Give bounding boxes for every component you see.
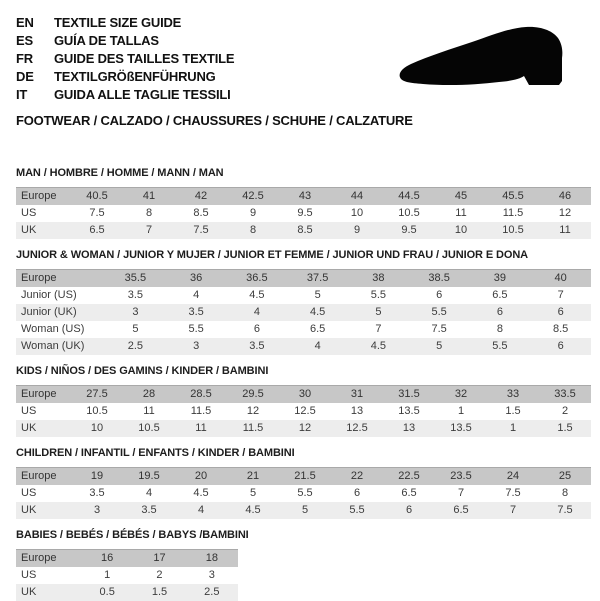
size-value-cell: 10 bbox=[331, 205, 383, 222]
size-value-cell: 17 bbox=[133, 550, 185, 568]
size-value-cell: 28 bbox=[123, 386, 175, 404]
section-children bbox=[16, 447, 591, 519]
size-value-cell: 8 bbox=[123, 205, 175, 222]
size-value-cell: 7 bbox=[530, 287, 591, 304]
size-value-cell: 38 bbox=[348, 270, 409, 288]
section-junior-woman bbox=[16, 249, 591, 355]
size-value-cell: 27.5 bbox=[71, 386, 123, 404]
row-label: US bbox=[16, 403, 71, 420]
language-code: IT bbox=[16, 87, 28, 102]
size-value-cell: 8 bbox=[227, 222, 279, 239]
size-table-kids bbox=[16, 385, 591, 437]
size-value-cell: 8.5 bbox=[175, 205, 227, 222]
size-value-cell: 3 bbox=[71, 502, 123, 519]
size-value-cell: 24 bbox=[487, 468, 539, 486]
section-title: KIDS / NIÑOS / DES GAMINS / KINDER / BAMBINI bbox=[16, 365, 269, 377]
size-value-cell: 46 bbox=[539, 188, 591, 206]
size-value-cell: 9 bbox=[331, 222, 383, 239]
row-label: Europe bbox=[16, 550, 81, 568]
table-row bbox=[16, 502, 591, 519]
size-value-cell: 20 bbox=[175, 468, 227, 486]
size-value-cell: 8.5 bbox=[530, 321, 591, 338]
row-label: UK bbox=[16, 584, 81, 601]
size-value-cell: 11 bbox=[435, 205, 487, 222]
size-value-cell: 13.5 bbox=[383, 403, 435, 420]
size-value-cell: 31.5 bbox=[383, 386, 435, 404]
table-header-row bbox=[16, 270, 591, 288]
language-code: ES bbox=[16, 33, 33, 48]
size-value-cell: 5 bbox=[279, 502, 331, 519]
size-value-cell: 30 bbox=[279, 386, 331, 404]
table-row bbox=[16, 485, 591, 502]
row-label: Woman (US) bbox=[16, 321, 105, 338]
size-value-cell: 11.5 bbox=[175, 403, 227, 420]
size-value-cell: 5 bbox=[287, 287, 348, 304]
size-value-cell: 7.5 bbox=[175, 222, 227, 239]
language-code: EN bbox=[16, 15, 34, 30]
row-label: Europe bbox=[16, 468, 71, 486]
language-code: DE bbox=[16, 69, 34, 84]
table-row bbox=[16, 205, 591, 222]
size-value-cell: 28.5 bbox=[175, 386, 227, 404]
size-value-cell: 6 bbox=[530, 338, 591, 355]
section-man bbox=[16, 167, 591, 239]
size-value-cell: 3 bbox=[166, 338, 227, 355]
size-value-cell: 11 bbox=[123, 403, 175, 420]
size-value-cell: 36 bbox=[166, 270, 227, 288]
size-value-cell: 1.5 bbox=[487, 403, 539, 420]
size-value-cell: 4.5 bbox=[175, 485, 227, 502]
size-value-cell: 41 bbox=[123, 188, 175, 206]
size-value-cell: 31 bbox=[331, 386, 383, 404]
size-value-cell: 6.5 bbox=[287, 321, 348, 338]
table-row bbox=[16, 287, 591, 304]
size-value-cell: 9.5 bbox=[383, 222, 435, 239]
size-value-cell: 29.5 bbox=[227, 386, 279, 404]
row-label: Junior (US) bbox=[16, 287, 105, 304]
size-value-cell: 9.5 bbox=[279, 205, 331, 222]
size-value-cell: 7 bbox=[348, 321, 409, 338]
size-value-cell: 6 bbox=[331, 485, 383, 502]
size-value-cell: 33.5 bbox=[539, 386, 591, 404]
size-value-cell: 33 bbox=[487, 386, 539, 404]
size-value-cell: 7.5 bbox=[487, 485, 539, 502]
size-value-cell: 6 bbox=[470, 304, 531, 321]
size-value-cell: 2 bbox=[133, 567, 185, 584]
size-value-cell: 42 bbox=[175, 188, 227, 206]
size-value-cell: 10 bbox=[435, 222, 487, 239]
row-label: Europe bbox=[16, 270, 105, 288]
size-value-cell: 39 bbox=[470, 270, 531, 288]
size-value-cell: 42.5 bbox=[227, 188, 279, 206]
table-header-row bbox=[16, 468, 591, 486]
row-label: UK bbox=[16, 502, 71, 519]
size-value-cell: 10.5 bbox=[71, 403, 123, 420]
table-row bbox=[16, 403, 591, 420]
row-label: UK bbox=[16, 222, 71, 239]
row-label: Europe bbox=[16, 188, 71, 206]
table-row bbox=[16, 567, 238, 584]
size-value-cell: 4.5 bbox=[348, 338, 409, 355]
size-value-cell: 6 bbox=[409, 287, 470, 304]
size-value-cell: 32 bbox=[435, 386, 487, 404]
size-value-cell: 10.5 bbox=[123, 420, 175, 437]
size-value-cell: 1 bbox=[81, 567, 133, 584]
size-value-cell: 38.5 bbox=[409, 270, 470, 288]
size-value-cell: 5 bbox=[105, 321, 166, 338]
table-header-row bbox=[16, 386, 591, 404]
size-value-cell: 5 bbox=[227, 485, 279, 502]
table-header-row bbox=[16, 188, 591, 206]
size-value-cell: 12 bbox=[279, 420, 331, 437]
size-value-cell: 7.5 bbox=[71, 205, 123, 222]
size-value-cell: 1 bbox=[435, 403, 487, 420]
size-value-cell: 25 bbox=[539, 468, 591, 486]
size-value-cell: 4 bbox=[166, 287, 227, 304]
size-value-cell: 40.5 bbox=[71, 188, 123, 206]
size-table-junior-woman bbox=[16, 269, 591, 355]
size-value-cell: 18 bbox=[186, 550, 238, 568]
size-value-cell: 10 bbox=[71, 420, 123, 437]
size-value-cell: 1 bbox=[487, 420, 539, 437]
size-value-cell: 40 bbox=[530, 270, 591, 288]
size-value-cell: 7 bbox=[123, 222, 175, 239]
size-value-cell: 3.5 bbox=[227, 338, 288, 355]
size-value-cell: 12.5 bbox=[279, 403, 331, 420]
row-label: Junior (UK) bbox=[16, 304, 105, 321]
size-table-man bbox=[16, 187, 591, 239]
size-value-cell: 7.5 bbox=[409, 321, 470, 338]
size-value-cell: 6 bbox=[383, 502, 435, 519]
size-value-cell: 2 bbox=[539, 403, 591, 420]
size-value-cell: 45.5 bbox=[487, 188, 539, 206]
size-value-cell: 8 bbox=[539, 485, 591, 502]
language-code: FR bbox=[16, 51, 33, 66]
size-value-cell: 35.5 bbox=[105, 270, 166, 288]
category-heading: FOOTWEAR / CALZADO / CHAUSSURES / SCHUHE / CALZATURE bbox=[16, 113, 413, 128]
size-value-cell: 4 bbox=[287, 338, 348, 355]
size-value-cell: 5.5 bbox=[279, 485, 331, 502]
size-value-cell: 8 bbox=[470, 321, 531, 338]
size-value-cell: 7.5 bbox=[539, 502, 591, 519]
size-value-cell: 1.5 bbox=[133, 584, 185, 601]
size-value-cell: 2.5 bbox=[105, 338, 166, 355]
size-value-cell: 7 bbox=[487, 502, 539, 519]
size-value-cell: 44.5 bbox=[383, 188, 435, 206]
size-value-cell: 22 bbox=[331, 468, 383, 486]
size-value-cell: 10.5 bbox=[383, 205, 435, 222]
size-value-cell: 3 bbox=[105, 304, 166, 321]
size-value-cell: 5.5 bbox=[166, 321, 227, 338]
table-header-row bbox=[16, 550, 238, 568]
row-label: US bbox=[16, 205, 71, 222]
size-value-cell: 36.5 bbox=[227, 270, 288, 288]
section-title: JUNIOR & WOMAN / JUNIOR Y MUJER / JUNIOR ET FEMME / JUNIOR UND FRAU / JUNIOR E DONA bbox=[16, 249, 529, 261]
size-table-babies bbox=[16, 549, 238, 601]
size-value-cell: 9 bbox=[227, 205, 279, 222]
guide-title-fr: GUIDE DES TAILLES TEXTILE bbox=[54, 51, 235, 66]
size-value-cell: 7 bbox=[435, 485, 487, 502]
table-row bbox=[16, 584, 238, 601]
size-value-cell: 4.5 bbox=[227, 287, 288, 304]
size-value-cell: 3.5 bbox=[166, 304, 227, 321]
size-value-cell: 5 bbox=[348, 304, 409, 321]
section-title: BABIES / BEBÉS / BÉBÉS / BABYS /BAMBINI bbox=[16, 529, 249, 541]
table-row bbox=[16, 222, 591, 239]
table-row bbox=[16, 304, 591, 321]
size-value-cell: 1.5 bbox=[539, 420, 591, 437]
size-value-cell: 6.5 bbox=[71, 222, 123, 239]
size-value-cell: 21.5 bbox=[279, 468, 331, 486]
size-value-cell: 13 bbox=[383, 420, 435, 437]
row-label: US bbox=[16, 567, 81, 584]
size-value-cell: 45 bbox=[435, 188, 487, 206]
size-value-cell: 6.5 bbox=[383, 485, 435, 502]
size-value-cell: 4.5 bbox=[227, 502, 279, 519]
size-value-cell: 6 bbox=[530, 304, 591, 321]
size-value-cell: 11 bbox=[175, 420, 227, 437]
size-value-cell: 2.5 bbox=[186, 584, 238, 601]
size-value-cell: 5.5 bbox=[409, 304, 470, 321]
size-value-cell: 3.5 bbox=[123, 502, 175, 519]
section-title: CHILDREN / INFANTIL / ENFANTS / KINDER / BAMBINI bbox=[16, 447, 295, 459]
size-value-cell: 19.5 bbox=[123, 468, 175, 486]
size-value-cell: 5.5 bbox=[331, 502, 383, 519]
size-value-cell: 12 bbox=[227, 403, 279, 420]
size-value-cell: 6 bbox=[227, 321, 288, 338]
size-value-cell: 23.5 bbox=[435, 468, 487, 486]
size-value-cell: 4 bbox=[227, 304, 288, 321]
guide-title-it: GUIDA ALLE TAGLIE TESSILI bbox=[54, 87, 231, 102]
size-value-cell: 6.5 bbox=[435, 502, 487, 519]
section-title: MAN / HOMBRE / HOMME / MANN / MAN bbox=[16, 167, 224, 179]
size-value-cell: 12.5 bbox=[331, 420, 383, 437]
size-value-cell: 3.5 bbox=[71, 485, 123, 502]
row-label: Woman (UK) bbox=[16, 338, 105, 355]
row-label: UK bbox=[16, 420, 71, 437]
size-value-cell: 0.5 bbox=[81, 584, 133, 601]
size-table-children bbox=[16, 467, 591, 519]
size-value-cell: 11.5 bbox=[227, 420, 279, 437]
guide-title-de: TEXTILGRÖßENFÜHRUNG bbox=[54, 69, 216, 84]
guide-title-es: GUÍA DE TALLAS bbox=[54, 33, 159, 48]
size-value-cell: 22.5 bbox=[383, 468, 435, 486]
size-value-cell: 4 bbox=[123, 485, 175, 502]
section-babies bbox=[16, 529, 591, 601]
table-row bbox=[16, 321, 591, 338]
size-value-cell: 12 bbox=[539, 205, 591, 222]
size-value-cell: 37.5 bbox=[287, 270, 348, 288]
row-label: Europe bbox=[16, 386, 71, 404]
size-value-cell: 43 bbox=[279, 188, 331, 206]
table-row bbox=[16, 338, 591, 355]
size-value-cell: 13 bbox=[331, 403, 383, 420]
size-value-cell: 8.5 bbox=[279, 222, 331, 239]
row-label: US bbox=[16, 485, 71, 502]
size-value-cell: 4.5 bbox=[287, 304, 348, 321]
size-value-cell: 6.5 bbox=[470, 287, 531, 304]
size-value-cell: 10.5 bbox=[487, 222, 539, 239]
size-value-cell: 44 bbox=[331, 188, 383, 206]
section-kids bbox=[16, 365, 591, 437]
size-value-cell: 5.5 bbox=[470, 338, 531, 355]
shoe-icon bbox=[396, 24, 580, 96]
size-value-cell: 3.5 bbox=[105, 287, 166, 304]
size-value-cell: 5.5 bbox=[348, 287, 409, 304]
size-value-cell: 16 bbox=[81, 550, 133, 568]
size-value-cell: 3 bbox=[186, 567, 238, 584]
guide-title-en: TEXTILE SIZE GUIDE bbox=[54, 15, 182, 30]
size-value-cell: 11.5 bbox=[487, 205, 539, 222]
table-row bbox=[16, 420, 591, 437]
size-value-cell: 19 bbox=[71, 468, 123, 486]
size-value-cell: 13.5 bbox=[435, 420, 487, 437]
size-value-cell: 4 bbox=[175, 502, 227, 519]
size-value-cell: 11 bbox=[539, 222, 591, 239]
size-value-cell: 21 bbox=[227, 468, 279, 486]
size-value-cell: 5 bbox=[409, 338, 470, 355]
